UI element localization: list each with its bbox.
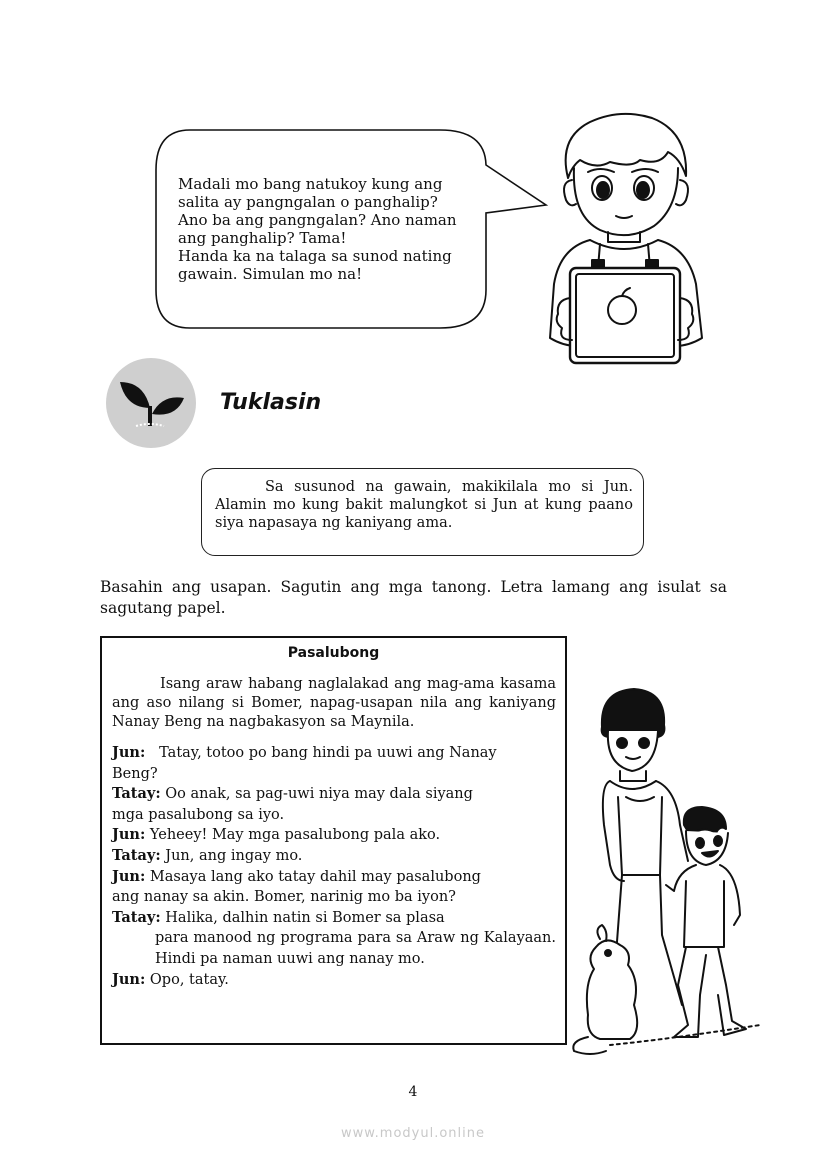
bubble-line: Handa ka na talaga sa sunod nating [178,247,452,265]
dialogue-line [112,784,556,805]
dialogue-line [112,743,556,764]
bubble-line: Ano ba ang pangngalan? Ano naman [178,211,457,229]
intro-text [215,478,633,532]
section-title: Tuklasin [220,390,322,415]
father-son-dog-illustration [570,685,770,1060]
speaker: Tatay: [112,785,161,803]
boy-with-tablet-illustration [540,108,715,370]
dialogue-text: Oo anak, sa pag-uwi niya may dala siyang [165,786,473,803]
speaker: Jun: [112,744,146,761]
dialogue-line [112,825,556,846]
bubble-line: salita ay pangngalan o panghalip? [178,193,438,211]
speaker: Jun: [112,867,146,885]
speaker: Tatay: [112,846,161,864]
dialogue-line [112,908,556,929]
dialogue-text: Tatay, totoo po bang hindi pa uuwi ang Nanay [159,745,497,761]
dialogue-text: Jun, ang ingay mo. [165,847,303,864]
story-paragraph: Isang araw habang naglalakad ang mag-ama kasama ang aso nilang si Bomer, napag-usapan nila ang kaniyang Nanay Beng na nagbakasyon sa Maynila. [112,676,556,730]
dialogue-line-continued: para manood ng programa para sa Araw ng Kalayaan. Hindi pa naman uuwi ang nanay mo. [155,930,556,967]
dialogue-line-continued: mga pasalubong sa iyo. [112,806,285,823]
speech-bubble-text [178,175,478,283]
dialogue-line-continued: ang nanay sa akin. Bomer, narinig mo ba iyon? [112,889,456,906]
speaker: Jun: [112,970,146,988]
speaker: Tatay: [112,908,161,926]
dialogue-line-continued: Beng? [112,765,158,782]
dialogue-text: Opo, tatay. [149,971,229,988]
dialogue-line [112,970,556,991]
section-icon-badge [106,358,196,448]
instruction-text: Basahin ang usapan. Sagutin ang mga tanong. Letra lamang ang isulat sa sagutang papel. [100,578,727,617]
dialogue-line [112,846,556,867]
story-title: Pasalubong [287,645,380,661]
dialogue-text: Masaya lang ako tatay dahil may pasalubong [149,868,481,885]
dialogue-line [112,867,556,888]
dialogue-text: Yeheey! May mga pasalubong pala ako. [149,827,441,844]
dialogue-text: Halika, dalhin natin si Bomer sa plasa [165,909,445,926]
intro-text-content: Sa susunod na gawain, makikilala mo si Jun. Alamin mo kung bakit malungkot si Jun at kung paano siya napasaya ng kaniyang ama. [215,479,633,531]
sprout-icon [106,358,196,448]
page-number: 4 [408,1084,418,1100]
speaker: Jun: [112,826,146,844]
dialogue [112,743,556,990]
bubble-line: Madali mo bang natukoy kung ang [178,175,443,193]
watermark: www.modyul.online [340,1126,486,1141]
bubble-line: gawain. Simulan mo na! [178,265,363,283]
bubble-line: ang panghalip? Tama! [178,229,347,247]
